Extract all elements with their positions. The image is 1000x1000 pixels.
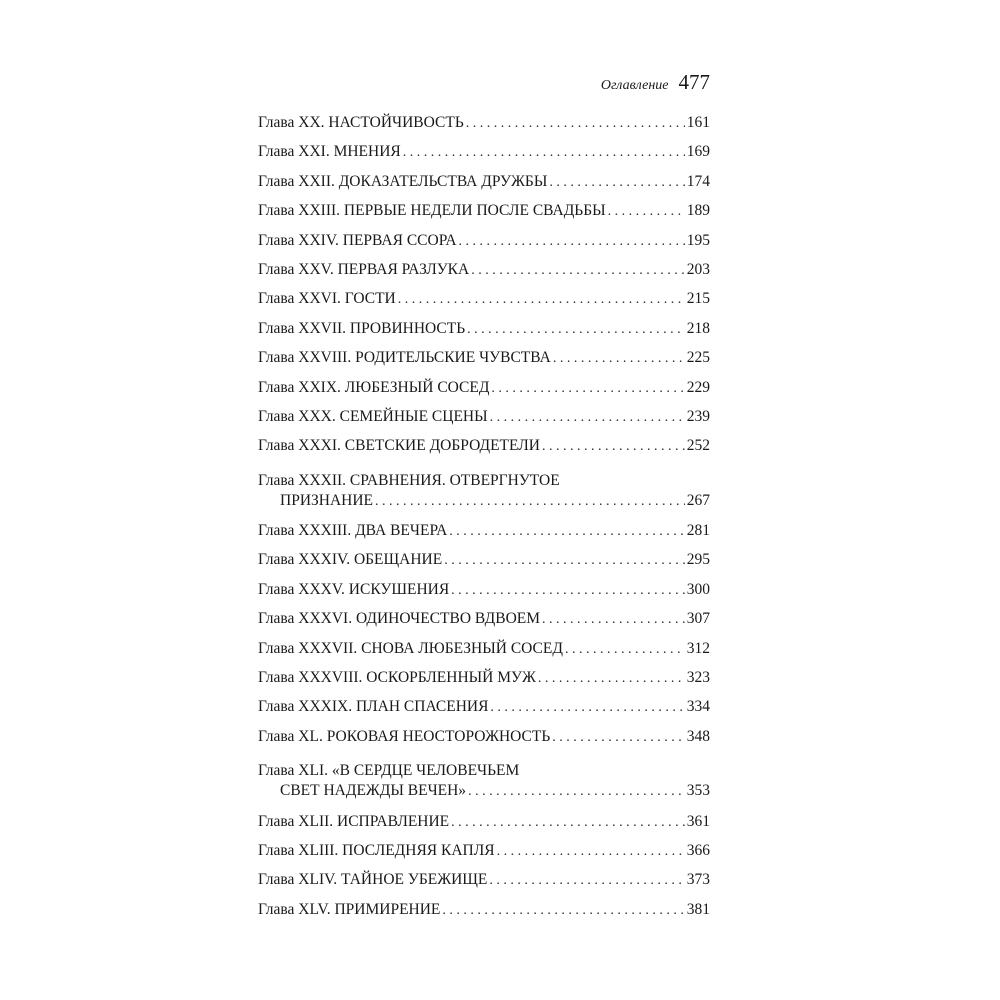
toc-entry — [258, 668, 710, 697]
dot-leader — [489, 870, 684, 891]
toc-entry-line — [258, 668, 710, 688]
toc-entry-title: Глава XXXIV. ОБЕЩАНИЕ — [258, 551, 443, 569]
toc-entry — [258, 260, 710, 289]
dot-leader — [398, 289, 685, 310]
toc-entry-page: 267 — [686, 491, 710, 509]
toc-entry-line — [258, 727, 710, 747]
toc-entry — [258, 289, 710, 318]
toc-entry — [258, 900, 710, 929]
toc-entry — [258, 113, 710, 142]
toc-entry-line — [258, 378, 710, 398]
toc-entry — [258, 378, 710, 407]
toc-entry-title: Глава XL. РОКОВАЯ НЕОСТОРОЖНОСТЬ — [258, 727, 551, 745]
page-number: 477 — [678, 70, 710, 94]
dot-leader — [497, 841, 685, 862]
toc-entry-line — [258, 870, 710, 890]
toc-entry-page: 161 — [686, 114, 710, 131]
toc-entry-title: Глава XLII. ИСПРАВЛЕНИЕ — [258, 812, 450, 830]
toc-entry-page: 195 — [686, 231, 710, 249]
toc-entry-title: Глава XXII. ДОКАЗАТЕЛЬСТВА ДРУЖБЫ — [258, 172, 548, 190]
toc-entry-title: Глава XXIV. ПЕРВАЯ ССОРА — [258, 231, 457, 249]
toc-entry — [258, 515, 710, 550]
toc-entry-line — [258, 491, 710, 511]
toc-entry-line — [258, 812, 710, 832]
toc-entry — [258, 466, 710, 515]
dot-leader — [449, 521, 684, 542]
toc-entry-line — [258, 142, 710, 162]
toc-entry-title: Глава XXXV. ИСКУШЕНИЯ — [258, 580, 450, 598]
toc-entry-page: 229 — [686, 378, 710, 396]
toc-entry-line — [258, 580, 710, 600]
toc-entry-page: 252 — [686, 437, 710, 455]
dot-leader — [552, 727, 685, 748]
toc-entry-line — [258, 289, 710, 309]
toc-entry-line — [258, 521, 710, 541]
toc-entry-page: 366 — [686, 841, 710, 859]
toc-entry-page: 348 — [686, 727, 710, 745]
toc-entry-page: 334 — [686, 698, 710, 716]
toc-entry-title: Глава XXV. ПЕРВАЯ РАЗЛУКА — [258, 260, 470, 278]
toc-entry-page: 300 — [686, 580, 710, 598]
dot-leader — [451, 580, 685, 601]
toc-entry-page: 361 — [686, 812, 710, 830]
toc-entry-page: 225 — [686, 349, 710, 367]
dot-leader — [549, 172, 684, 193]
toc-entry-title: Глава XLIV. ТАЙНОЕ УБЕЖИЩЕ — [258, 871, 488, 889]
toc-entry — [258, 639, 710, 668]
toc-entry-page: 312 — [686, 639, 710, 657]
toc-entry — [258, 841, 710, 870]
toc-entry-line — [258, 639, 710, 659]
toc-entry-line — [258, 900, 710, 920]
toc-entry-page: 353 — [686, 782, 710, 800]
running-head — [258, 70, 710, 95]
toc-entry-line — [258, 407, 710, 427]
toc-entry-page: 295 — [686, 551, 710, 569]
toc-entry-title: ПРИЗНАНИЕ — [280, 491, 374, 509]
dot-leader — [542, 609, 685, 630]
toc-entry — [258, 727, 710, 756]
running-title: Оглавление — [600, 78, 669, 93]
toc-entry-title: Глава XXVIII. РОДИТЕЛЬСКИЕ ЧУВСТВА — [258, 349, 551, 367]
toc-entry-line — [258, 348, 710, 368]
toc-entry — [258, 609, 710, 638]
toc-entry-title: Глава XXIX. ЛЮБЕЗНЫЙ СОСЕД — [258, 378, 490, 396]
dot-leader — [467, 319, 685, 340]
toc-entry-line — [258, 471, 710, 491]
toc-entry — [258, 756, 710, 805]
toc-entry-line — [258, 841, 710, 861]
dot-leader — [442, 900, 684, 921]
toc-entry-page: 281 — [686, 522, 710, 540]
toc-entry-title: СВЕТ НАДЕЖДЫ ВЕЧЕН» — [280, 782, 467, 800]
toc-entry-title: Глава XXVI. ГОСТИ — [258, 290, 396, 308]
toc-entry-title: Глава XLI. «В СЕРДЦЕ ЧЕЛОВЕЧЬЕМ — [258, 762, 520, 780]
toc-entry-page: 323 — [686, 669, 710, 687]
dot-leader — [459, 231, 685, 252]
toc-entry-title: Глава XXXII. СРАВНЕНИЯ. ОТВЕРГНУТОЕ — [258, 471, 560, 489]
toc-entry-page: 381 — [686, 900, 710, 918]
toc-entry — [258, 319, 710, 348]
toc-entry-page: 174 — [686, 172, 710, 190]
toc-entry — [258, 201, 710, 230]
toc-entry-line — [258, 436, 710, 456]
toc-entry-title: Глава XXIII. ПЕРВЫЕ НЕДЕЛИ ПОСЛЕ СВАДЬБЫ — [258, 202, 606, 220]
dot-leader — [553, 348, 685, 369]
dot-leader — [403, 142, 685, 163]
toc-entry — [258, 580, 710, 609]
toc-entry-page: 307 — [686, 610, 710, 628]
toc-entry — [258, 436, 710, 465]
dot-leader — [375, 491, 685, 512]
dot-leader — [444, 550, 685, 571]
toc-entry — [258, 407, 710, 436]
toc-entry-title: Глава XXXVIII. ОСКОРБЛЕННЫЙ МУЖ — [258, 669, 536, 687]
toc-entry-line — [258, 761, 710, 781]
toc-entry-page: 203 — [686, 260, 710, 278]
toc-entry-line — [258, 113, 710, 133]
toc-entry-line — [258, 319, 710, 339]
toc-entry-page: 215 — [686, 290, 710, 308]
toc-entry — [258, 231, 710, 260]
dot-leader — [468, 781, 685, 802]
table-of-contents — [258, 113, 710, 929]
toc-entry — [258, 870, 710, 899]
toc-entry-title: Глава XXI. МНЕНИЯ — [258, 143, 401, 161]
dot-leader — [608, 201, 685, 222]
toc-entry-title: Глава XXXVII. СНОВА ЛЮБЕЗНЫЙ СОСЕД — [258, 639, 563, 657]
toc-entry-line — [258, 697, 710, 717]
dot-leader — [466, 113, 685, 134]
toc-entry — [258, 697, 710, 726]
toc-entry-line — [258, 201, 710, 221]
toc-entry-page: 189 — [686, 202, 710, 220]
toc-entry-page: 218 — [686, 319, 710, 337]
toc-entry — [258, 348, 710, 377]
toc-entry-title: Глава XX. НАСТОЙЧИВОСТЬ — [258, 114, 464, 131]
dot-leader — [542, 436, 685, 457]
toc-entry — [258, 550, 710, 579]
toc-entry — [258, 806, 710, 841]
dot-leader — [538, 668, 685, 689]
dot-leader — [490, 407, 685, 428]
toc-entry-title: Глава XLIII. ПОСЛЕДНЯЯ КАПЛЯ — [258, 841, 495, 859]
toc-entry-line — [258, 231, 710, 251]
toc-entry-line — [258, 550, 710, 570]
toc-entry-line — [258, 609, 710, 629]
toc-entry-line — [258, 172, 710, 192]
dot-leader — [451, 812, 685, 833]
toc-entry — [258, 172, 710, 201]
toc-entry-title: Глава XXVII. ПРОВИННОСТЬ — [258, 319, 466, 337]
toc-entry-page: 239 — [686, 407, 710, 425]
dot-leader — [565, 639, 685, 660]
toc-entry — [258, 142, 710, 171]
toc-entry-page: 373 — [686, 871, 710, 889]
toc-entry-title: Глава XXXIX. ПЛАН СПАСЕНИЯ — [258, 698, 489, 716]
dot-leader — [490, 697, 684, 718]
toc-entry-title: Глава XXXI. СВЕТСКИЕ ДОБРОДЕТЕЛИ — [258, 437, 540, 455]
toc-entry-title: Глава XLV. ПРИМИРЕНИЕ — [258, 900, 441, 918]
dot-leader — [491, 378, 684, 399]
toc-entry-title: Глава XXXVI. ОДИНОЧЕСТВО ВДВОЕМ — [258, 610, 541, 628]
dot-leader — [471, 260, 685, 281]
toc-entry-line — [258, 781, 710, 801]
toc-entry-page: 169 — [686, 143, 710, 161]
toc-entry-title: Глава XXX. СЕМЕЙНЫЕ СЦЕНЫ — [258, 407, 488, 425]
toc-entry-title: Глава XXXIII. ДВА ВЕЧЕРА — [258, 522, 448, 540]
toc-entry-line — [258, 260, 710, 280]
